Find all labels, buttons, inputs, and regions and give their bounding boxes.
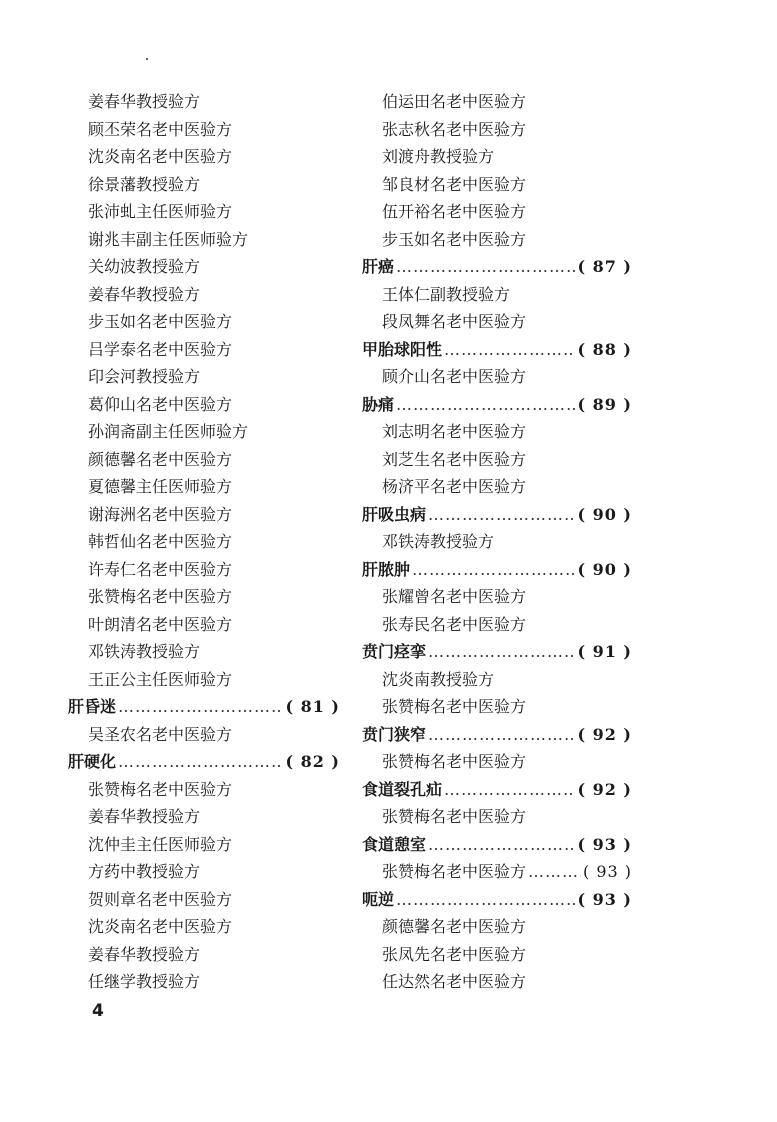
toc-entry: 姜春华教授验方 [88, 92, 201, 111]
toc-heading [362, 776, 632, 804]
leader-dots [428, 721, 575, 749]
toc-entry: 伯运田名老中医验方 [382, 92, 527, 111]
toc-entry: 葛仰山名老中医验方 [88, 394, 233, 414]
heading-page-ref: ( 82 ) [285, 752, 340, 771]
toc-entry: 步玉如名老中医验方 [382, 229, 527, 249]
toc-entry: 吴圣农名老中医验方 [88, 724, 233, 744]
heading-title: 胁痛 [362, 394, 395, 414]
heading-page-ref: ( 93 ) [577, 889, 632, 909]
toc-heading [362, 336, 632, 364]
toc-entry: 张赞梅名老中医验方 [382, 697, 527, 716]
heading-page-ref: ( 92 ) [577, 779, 632, 799]
toc-entry: 谢兆丰副主任医师验方 [88, 229, 249, 249]
heading-page-ref: ( 87 ) [577, 257, 632, 276]
toc-heading [362, 501, 632, 529]
toc-entry: 颜德馨名老中医验方 [88, 449, 233, 469]
heading-title: 贲门痉挛 [362, 642, 427, 661]
toc-entry: 王正公主任医师验方 [88, 669, 233, 689]
toc-entry: 段凤舞名老中医验方 [382, 312, 527, 331]
toc-entry: 步玉如名老中医验方 [88, 312, 233, 331]
toc-entry: 张志秋名老中医验方 [382, 119, 527, 139]
heading-page-ref: ( 90 ) [577, 504, 632, 524]
toc-entry: 任达然名老中医验方 [382, 972, 527, 991]
heading-title: 贲门狭窄 [362, 724, 427, 744]
toc-entry: 张赞梅名老中医验方 [382, 807, 527, 826]
heading-page-ref: ( 93 ) [577, 834, 632, 854]
heading-page-ref: ( 91 ) [577, 642, 632, 661]
toc-entry: 张赞梅名老中医验方 [382, 752, 527, 771]
toc-entry: 姜春华教授验方 [88, 284, 201, 304]
toc-entry: 谢海洲名老中医验方 [88, 504, 233, 524]
toc-entry: 刘渡舟教授验方 [382, 147, 495, 166]
leader-dots [428, 501, 575, 529]
toc-entry: 任继学教授验方 [88, 972, 201, 991]
toc-heading [362, 886, 632, 914]
heading-title: 食道憩室 [362, 834, 427, 854]
toc-entry: 沈炎南教授验方 [382, 669, 495, 689]
leader-dots [428, 638, 575, 666]
toc-heading [68, 693, 340, 721]
heading-page-ref: ( 88 ) [577, 339, 632, 359]
toc-entry: 韩哲仙名老中医验方 [88, 532, 233, 551]
toc-entry: 张凤先名老中医验方 [382, 944, 527, 964]
heading-page-ref: ( 92 ) [577, 724, 632, 744]
toc-entry: 刘芝生名老中医验方 [382, 449, 527, 469]
toc-entry: 张寿民名老中医验方 [382, 614, 527, 634]
heading-page-ref: ( 89 ) [577, 394, 632, 414]
toc-heading [362, 721, 632, 749]
toc-heading [362, 391, 632, 419]
toc-entry: 张赞梅名老中医验方 [88, 779, 233, 799]
toc-entry: 张耀曾名老中医验方 [382, 587, 527, 606]
toc-entry: 顾介山名老中医验方 [382, 367, 527, 386]
leader-dots [444, 776, 575, 804]
heading-page-ref: ( 90 ) [577, 559, 632, 579]
toc-entry: 邓铁涛教授验方 [382, 532, 495, 551]
leader-dots [444, 336, 575, 364]
toc-entry: 关幼波教授验方 [88, 257, 201, 276]
entry-text: 张赞梅名老中医验方 [382, 862, 527, 881]
toc-entry: 刘志明名老中医验方 [382, 422, 527, 441]
toc-entry: 叶朗清名老中医验方 [88, 614, 233, 634]
toc-right-column [362, 88, 632, 996]
toc-entry: 邹良材名老中医验方 [382, 174, 527, 194]
toc-entry: 夏德馨主任医师验方 [88, 477, 233, 496]
toc-entry: 姜春华教授验方 [88, 807, 201, 826]
heading-title: 肝吸虫病 [362, 504, 427, 524]
toc-heading [362, 253, 632, 281]
entry-page-ref: ( 93 ) [582, 862, 632, 881]
toc-entry: 张赞梅名老中医验方 [88, 587, 233, 606]
toc-heading [362, 638, 632, 666]
toc-entry: 姜春华教授验方 [88, 944, 201, 964]
leader-dots [396, 886, 575, 914]
leader-dots [396, 391, 575, 419]
heading-title: 肝癌 [362, 257, 395, 276]
toc-entry: 颜德馨名老中医验方 [382, 917, 527, 936]
toc-entry: 孙润斋副主任医师验方 [88, 422, 249, 441]
toc-entry: 吕学泰名老中医验方 [88, 339, 233, 359]
toc-entry: 沈仲圭主任医师验方 [88, 834, 233, 854]
leader-dots [528, 858, 581, 886]
toc-entry: 沈炎南名老中医验方 [88, 147, 233, 166]
toc-heading [68, 748, 340, 776]
heading-title: 肝脓肿 [362, 559, 411, 579]
toc-entry: 方药中教授验方 [88, 862, 201, 881]
toc-entry: 许寿仁名老中医验方 [88, 559, 233, 579]
toc-entry: 印会河教授验方 [88, 367, 201, 386]
heading-title: 肝昏迷 [68, 697, 117, 716]
toc-entry: 沈炎南名老中医验方 [88, 917, 233, 936]
toc-entry [362, 858, 632, 886]
heading-title: 呃逆 [362, 889, 395, 909]
leader-dots [118, 693, 283, 721]
heading-title: 甲胎球阳性 [362, 339, 443, 359]
toc-entry: 张沛虬主任医师验方 [88, 202, 233, 221]
toc-entry: 贺则章名老中医验方 [88, 889, 233, 909]
toc-heading [362, 831, 632, 859]
toc-entry: 顾丕荣名老中医验方 [88, 119, 233, 139]
toc-entry: 邓铁涛教授验方 [88, 642, 201, 661]
page-number: 4 [92, 1001, 104, 1021]
toc-entry: 徐景藩教授验方 [88, 174, 201, 194]
toc-entry: 杨济平名老中医验方 [382, 477, 527, 496]
leader-dots [396, 253, 575, 281]
leader-dots [428, 831, 575, 859]
toc-heading [362, 556, 632, 584]
scan-mark [146, 58, 148, 60]
heading-title: 肝硬化 [68, 752, 117, 771]
heading-page-ref: ( 81 ) [285, 697, 340, 716]
leader-dots [118, 748, 283, 776]
leader-dots [412, 556, 575, 584]
toc-entry: 伍开裕名老中医验方 [382, 202, 527, 221]
toc-entry: 王体仁副教授验方 [382, 284, 511, 304]
toc-left-column [68, 88, 340, 996]
heading-title: 食道裂孔疝 [362, 779, 443, 799]
